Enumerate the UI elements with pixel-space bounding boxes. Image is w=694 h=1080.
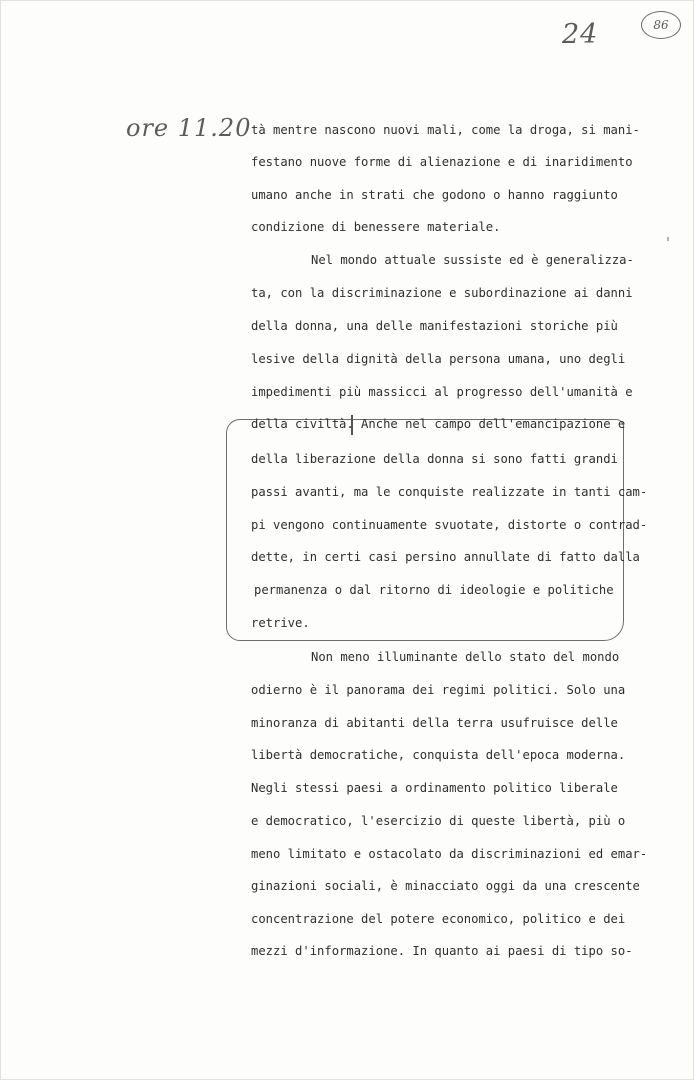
text-line-15: permanenza o dal ritorno di ideologie e politiche bbox=[254, 583, 614, 597]
text-line-18: odierno è il panorama dei regimi politici. Solo una bbox=[251, 683, 626, 697]
text-line-19: minoranza di abitanti della terra usufruisce delle bbox=[251, 716, 618, 730]
text-line-23: meno limitato e ostacolato da discriminazioni ed emar- bbox=[251, 847, 648, 861]
handwritten-page-number: 24 bbox=[562, 19, 599, 50]
text-line-14: dette, in certi casi persino annullate di fatto dalla bbox=[251, 550, 640, 564]
paper-speck bbox=[667, 237, 669, 241]
text-line-4: condizione di benessere materiale. bbox=[251, 220, 501, 234]
text-line-26: mezzi d'informazione. In quanto ai paesi di tipo so- bbox=[251, 944, 633, 958]
handwritten-time-note: ore 11.20 bbox=[126, 114, 252, 142]
text-line-13: pi vengono continuamente svuotate, distorte o contrad- bbox=[251, 518, 648, 532]
text-line-25: concentrazione del potere economico, politico e dei bbox=[251, 912, 626, 926]
text-line-6: ta, con la discriminazione e subordinazione ai danni bbox=[251, 286, 633, 300]
text-line-9: impedimenti più massicci al progresso dell'umanità e bbox=[251, 385, 633, 399]
text-line-8: lesive della dignità della persona umana, uno degli bbox=[251, 352, 626, 366]
text-line-20: libertà democratiche, conquista dell'epoca moderna. bbox=[251, 748, 626, 762]
text-line-1: tà mentre nascono nuovi mali, come la droga, si mani- bbox=[251, 123, 640, 137]
text-line-5: Nel mondo attuale sussiste ed è generalizza- bbox=[311, 253, 634, 267]
text-line-12: passi avanti, ma le conquiste realizzate in tanti cam- bbox=[251, 485, 648, 499]
text-line-2: festano nuove forme di alienazione e di inaridimento bbox=[251, 155, 633, 169]
text-line-21: Negli stessi paesi a ordinamento politico liberale bbox=[251, 781, 618, 795]
text-line-11: della liberazione della donna si sono fatti grandi bbox=[251, 452, 618, 466]
text-line-3: umano anche in strati che godono o hanno raggiunto bbox=[251, 188, 618, 202]
text-line-17: Non meno illuminante dello stato del mondo bbox=[311, 650, 620, 664]
text-line-7: della donna, una delle manifestazioni storiche più bbox=[251, 319, 618, 333]
text-line-24: ginazioni sociali, è minacciato oggi da una crescente bbox=[251, 879, 640, 893]
text-line-10: della civiltà. Anche nel campo dell'emancipazione e bbox=[251, 417, 626, 431]
text-line-16: retrive. bbox=[251, 616, 310, 630]
text-line-22: e democratico, l'esercizio di queste libertà, più o bbox=[251, 814, 626, 828]
circled-page-number: 86 bbox=[641, 11, 681, 39]
